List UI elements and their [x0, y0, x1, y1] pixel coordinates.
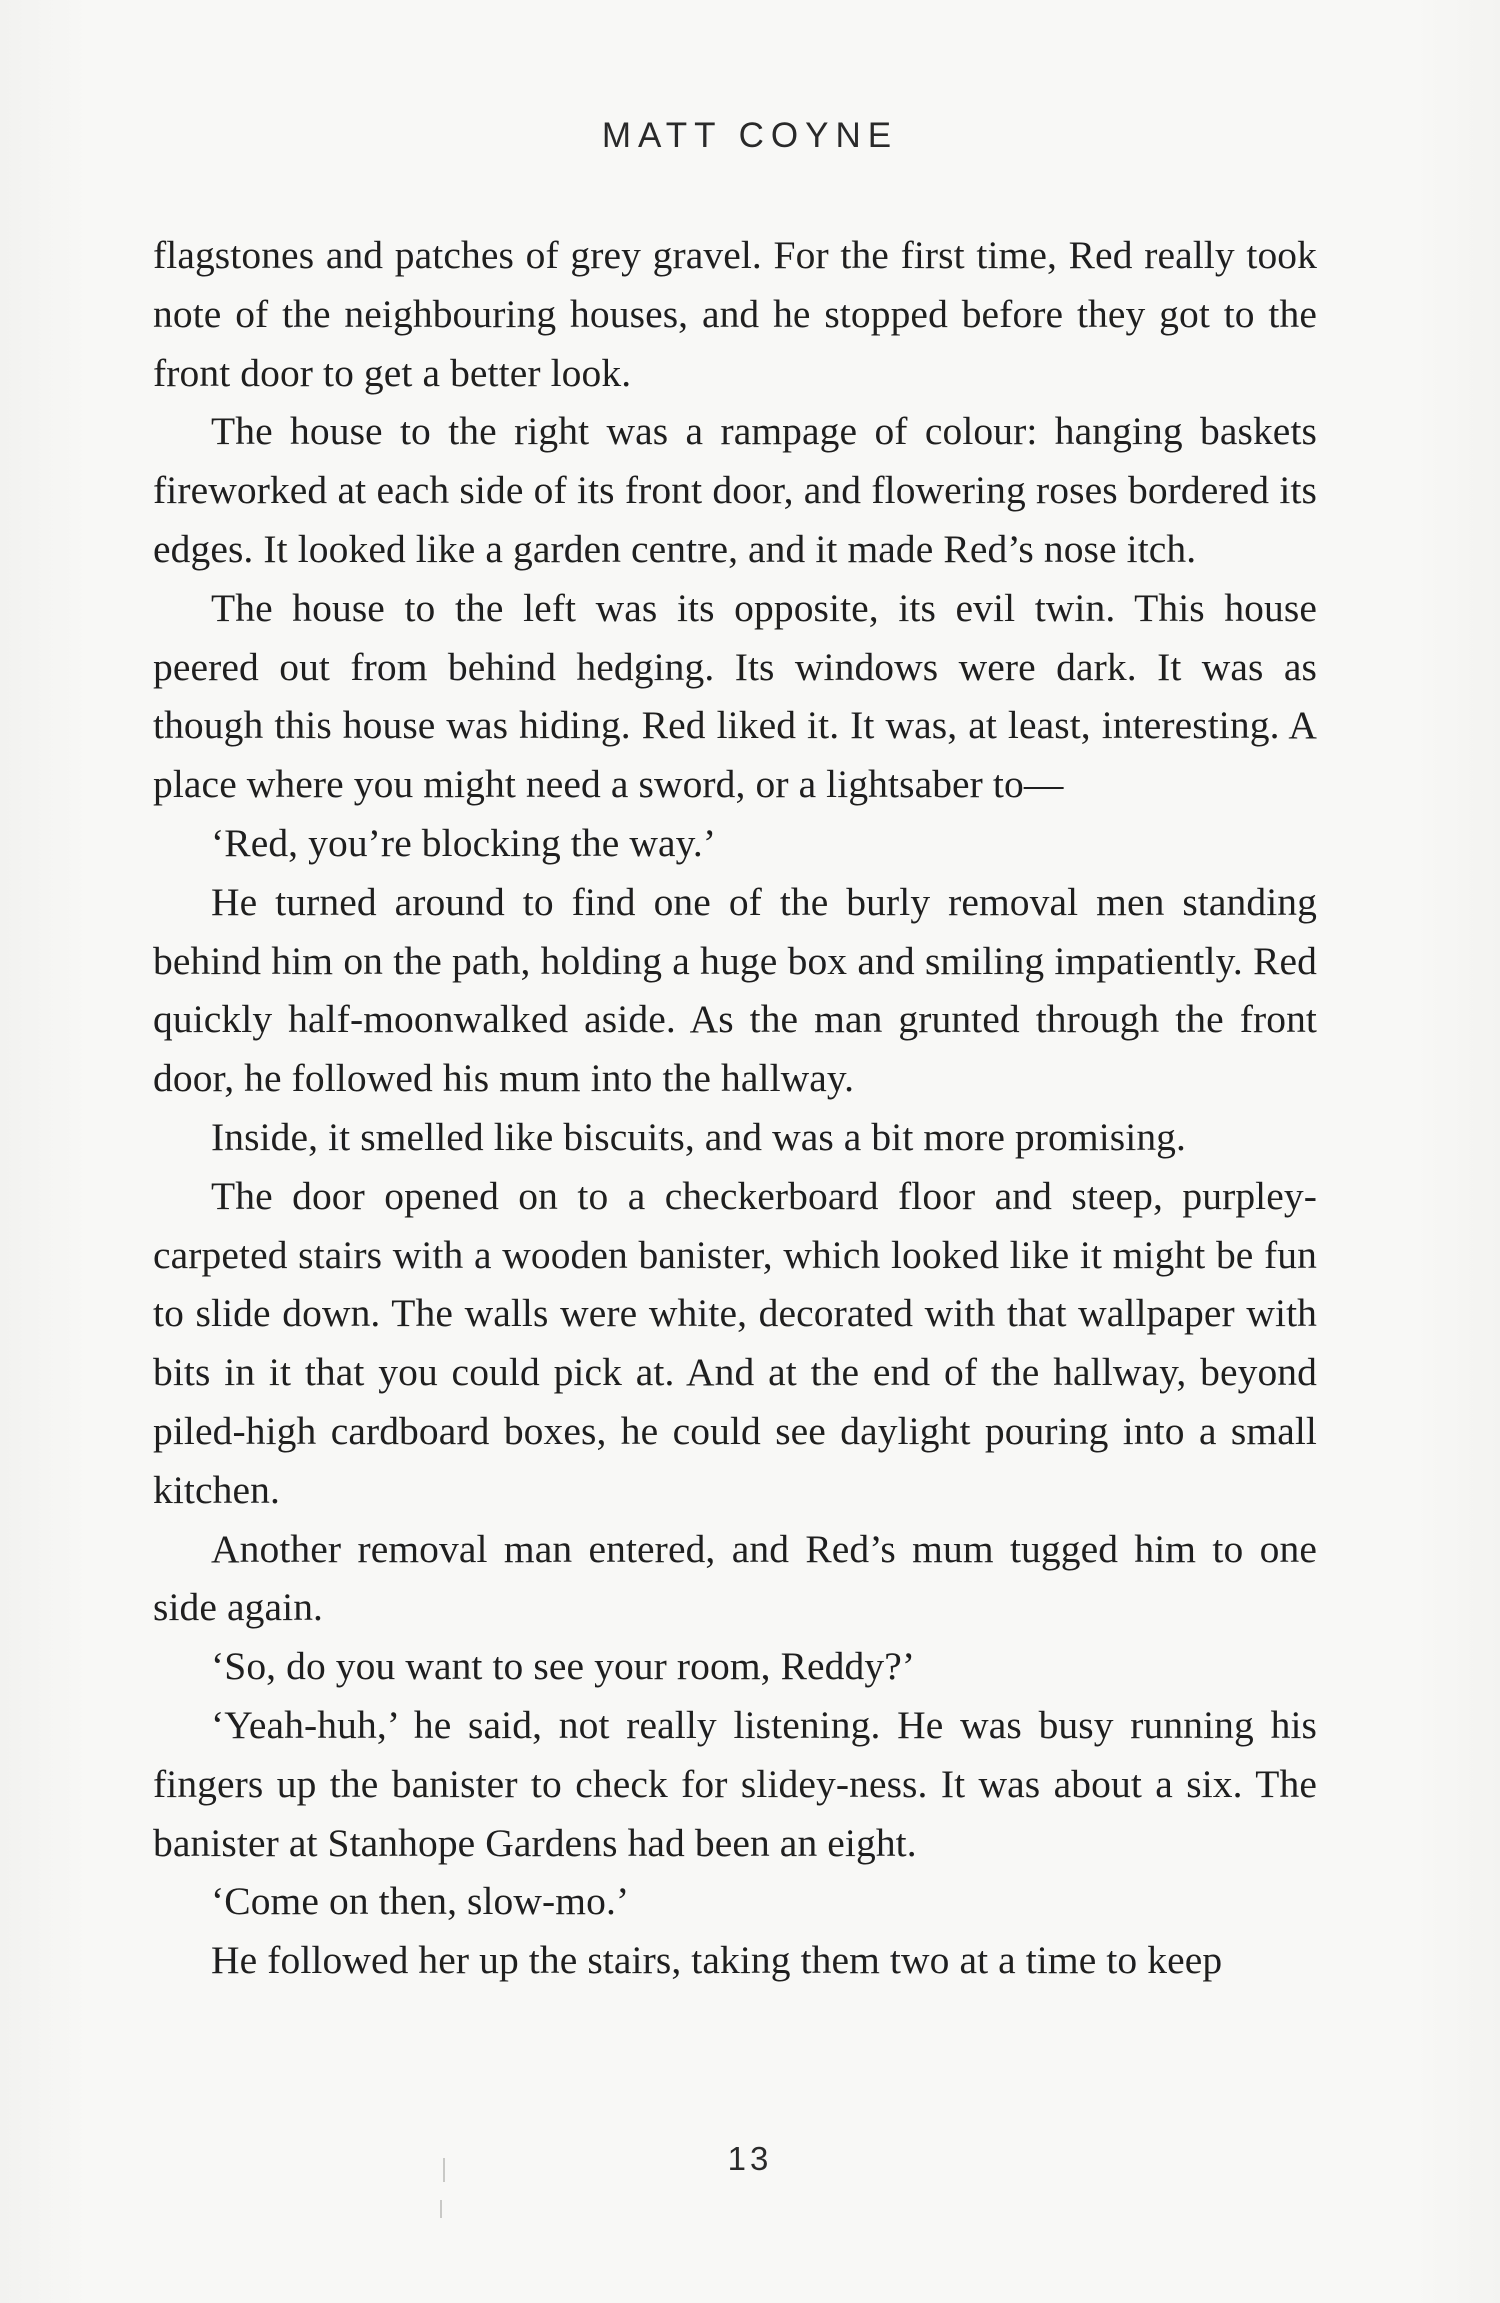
paragraph: Another removal man entered, and Red’s mum tugged him to one side again. — [153, 1526, 1317, 1630]
paragraph: ‘So, do you want to see your room, Reddy?’ — [211, 1644, 916, 1689]
scan-speck — [440, 2200, 442, 2218]
running-head: MATT COYNE — [601, 116, 899, 155]
body-text — [153, 226, 1317, 1990]
paragraph: He followed her up the stairs, taking them two at a time to keep — [211, 1938, 1223, 1983]
paragraph: The house to the right was a rampage of colour: hanging baskets fireworked at each side of its front door, and flowering roses bordered its edges. It looked like a garden centre, and it made Red’s nose itch. — [153, 409, 1317, 571]
paragraph: ‘Red, you’re blocking the way.’ — [211, 820, 717, 865]
paragraph: ‘Come on then, slow-mo.’ — [211, 1879, 630, 1924]
page-number: 13 — [727, 2140, 773, 2177]
paragraph: flagstones and patches of grey gravel. For the first time, Red really took note of the neighbouring houses, and he stopped before they got to the front door to get a better look. — [153, 233, 1317, 395]
paragraph: The door opened on to a checkerboard floor and steep, purpley-carpeted stairs with a wooden banister, which looked like it might be fun to slide down. The walls were white, decorated with that wallpaper with bits in it that you could pick at. And at the end of the hallway, beyond piled-high cardboard boxes, he could see daylight pouring into a small kitchen. — [153, 1173, 1317, 1512]
paragraph: ‘Yeah-huh,’ he said, not really listening. He was busy running his fingers up the banister to check for slidey-ness. It was about a six. The banister at Stanhope Gardens had been an eight. — [153, 1702, 1317, 1865]
paragraph: Inside, it smelled like biscuits, and was a bit more promising. — [211, 1114, 1186, 1159]
paragraph: He turned around to find one of the burly removal men standing behind him on the path, holding a huge box and smiling impatiently. Red quickly half-moonwalked aside. As the man grunted through the front door, he followed his mum into the hallway. — [153, 879, 1317, 1101]
paragraph: The house to the left was its opposite, its evil twin. This house peered out from behind hedging. Its windows were dark. It was as though this house was hiding. Red liked it. It was, at least, interesting. A place where you might need a sword, or a lightsaber to— — [153, 585, 1317, 807]
